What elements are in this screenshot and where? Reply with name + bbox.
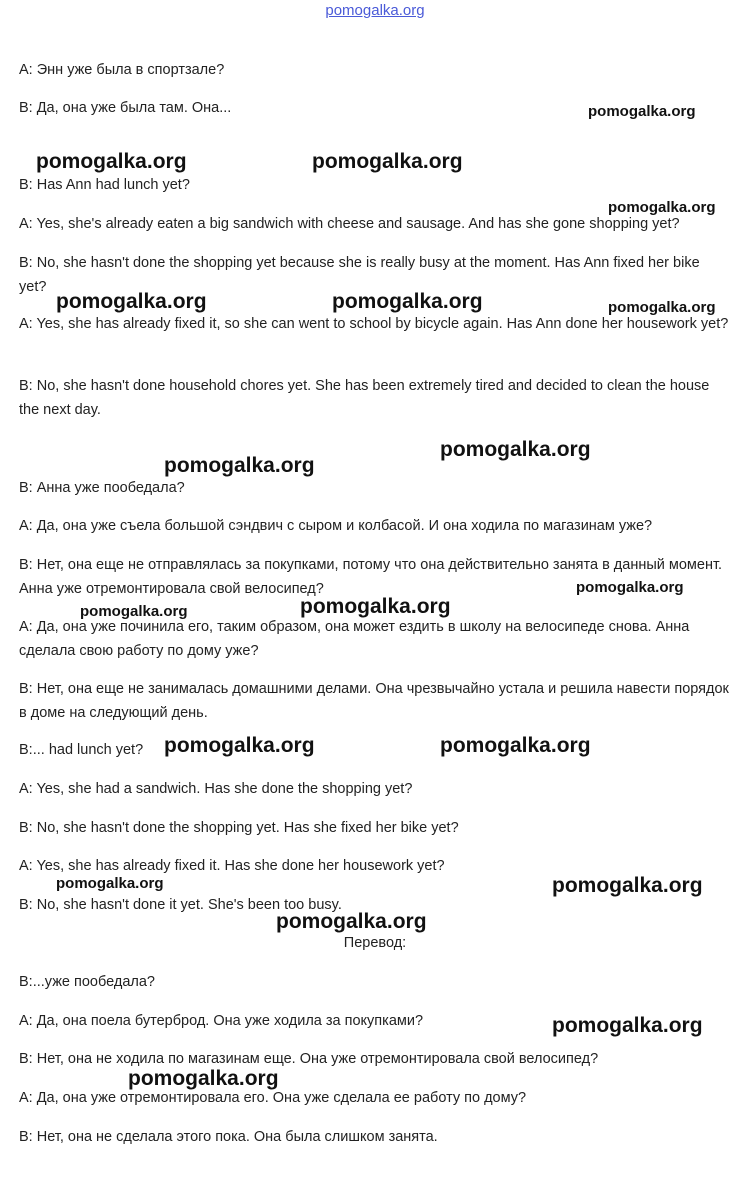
watermark: pomogalka.org (332, 290, 483, 313)
site-header-link[interactable]: pomogalka.org (325, 2, 425, 19)
dialogue-line: B: Да, она уже была там. Она... (19, 100, 232, 116)
dialogue-line: B: Has Ann had lunch yet? (19, 177, 190, 193)
dialogue-line: B: No, she hasn't done the shopping yet because she is really busy at the moment. Has Ann fixed her bike yet? (19, 255, 700, 295)
dialogue-line: B: No, she hasn't done it yet. She's been too busy. (19, 897, 342, 913)
dialogue-line: B: Анна уже пообедала? (19, 480, 185, 496)
dialogue-line: B: Нет, она не сделала этого пока. Она была слишком занята. (19, 1129, 438, 1145)
dialogue-line: A: Yes, she has already fixed it, so she can went to school by bicycle again. Has Ann done her housework yet? (19, 316, 729, 332)
dialogue-line: A: Да, она уже съела большой сэндвич с сыром и колбасой. И она ходила по магазинам уже? (19, 518, 653, 534)
dialogue-line: A: Yes, she had a sandwich. Has she done the shopping yet? (19, 781, 413, 797)
watermark: pomogalka.org (440, 734, 591, 757)
watermark: pomogalka.org (56, 875, 164, 892)
dialogue-line: A: Да, она поела бутерброд. Она уже ходила за покупками? (19, 1013, 424, 1029)
watermark: pomogalka.org (576, 579, 684, 596)
watermark: pomogalka.org (128, 1067, 279, 1090)
dialogue-line: A: Да, она уже отремонтировала его. Она уже сделала ее работу по дому? (19, 1090, 527, 1106)
watermark: pomogalka.org (36, 150, 187, 173)
watermark: pomogalka.org (56, 290, 207, 313)
watermark: pomogalka.org (588, 103, 696, 120)
watermark: pomogalka.org (440, 438, 591, 461)
dialogue-line: A: Yes, she has already fixed it. Has she done her housework yet? (19, 858, 445, 874)
dialogue-line: B:...уже пообедала? (19, 974, 155, 990)
dialogue-line: A: Yes, she's already eaten a big sandwich with cheese and sausage. And has she gone shopping yet? (19, 216, 680, 232)
dialogue-line: B: No, she hasn't done household chores yet. She has been extremely tired and decided to clean the house the next day. (19, 378, 710, 418)
watermark: pomogalka.org (552, 1014, 703, 1037)
watermark: pomogalka.org (300, 595, 451, 618)
watermark: pomogalka.org (164, 734, 315, 757)
watermark: pomogalka.org (608, 199, 716, 216)
dialogue-line: A: Энн уже была в спортзале? (19, 62, 225, 78)
dialogue-line: B: Нет, она еще не отправлялась за покупками, потому что она действительно занята в данный момент. Анна уже отремонтировала свой велосипед? (19, 557, 723, 597)
watermark: pomogalka.org (276, 910, 427, 933)
watermark: pomogalka.org (552, 874, 703, 897)
dialogue-line: B: Нет, она не ходила по магазинам еще. Она уже отремонтировала свой велосипед? (19, 1051, 599, 1067)
watermark: pomogalka.org (80, 603, 188, 620)
watermark: pomogalka.org (164, 454, 315, 477)
watermark: pomogalka.org (312, 150, 463, 173)
dialogue-line: A: Да, она уже починила его, таким образом, она может ездить в школу на велосипеде снова. Анна сделала свою работу по дому уже? (19, 619, 690, 659)
translation-heading: Перевод: (343, 935, 407, 951)
dialogue-line: B:... had lunch yet? (19, 742, 144, 758)
watermark: pomogalka.org (608, 299, 716, 316)
dialogue-line: B: Нет, она еще не занималась домашними делами. Она чрезвычайно устала и решила навести порядок в доме на следующий день. (19, 681, 729, 721)
dialogue-line: B: No, she hasn't done the shopping yet. Has she fixed her bike yet? (19, 820, 459, 836)
